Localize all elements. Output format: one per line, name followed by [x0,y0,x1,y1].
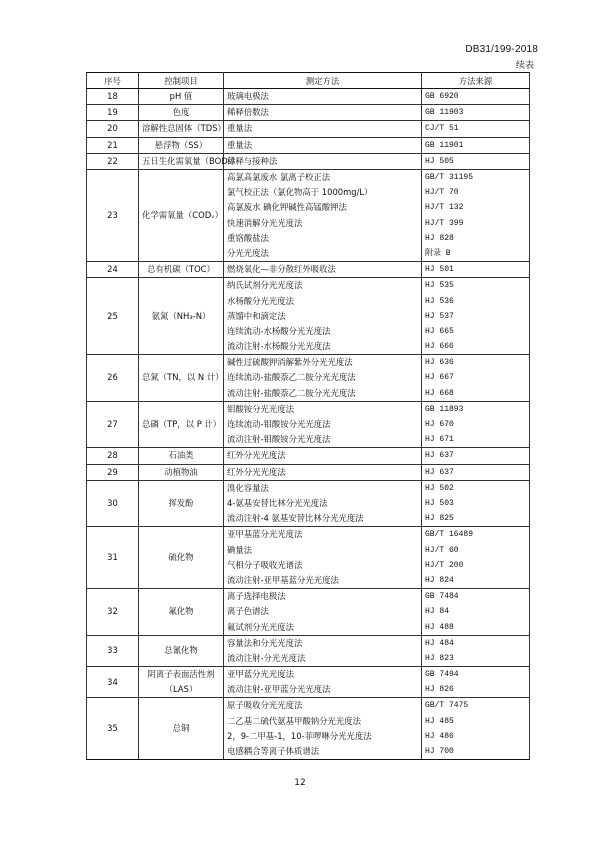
row-serial: 34 [87,667,139,698]
source-line: CJ/T 51 [425,124,459,134]
row-methods [224,153,422,169]
source-line: HJ 501 [425,265,454,275]
row-control-item: 五日生化需氧量（BOD₅） [139,153,224,169]
control-item-line: 阴离子表面活性剂 [147,669,215,680]
row-control-item: 挥发酚 [139,480,224,527]
method-line: 容量法和分光光度法 [227,637,303,648]
table-row [87,401,530,448]
source-line: HJ 670 [425,420,454,430]
method-line: 连续流动-水杨酸分光光度法 [227,325,331,336]
source-line: HJ 637 [425,451,454,461]
row-methods [224,89,422,105]
row-serial: 18 [87,89,139,105]
source-line: HJ 668 [425,388,454,398]
row-sources [422,355,530,402]
header-serial: 序号 [87,73,139,89]
row-serial: 33 [87,635,139,666]
source-line: HJ/T 132 [425,203,464,213]
row-methods [224,635,422,666]
source-line: GB 7484 [425,592,459,602]
row-methods [224,698,422,760]
table-row [87,153,530,169]
row-sources [422,170,530,262]
table-row [87,667,530,698]
row-serial: 32 [87,589,139,636]
method-line: 离子色谱法 [227,606,269,617]
method-line: 稀释与接种法 [227,155,278,166]
method-line: 纳氏试剂分光光度法 [227,280,303,291]
row-methods [224,480,422,527]
row-control-item: 色度 [139,105,224,121]
row-sources [422,401,530,448]
method-line: 流动注射-钼酸铵分光光度法 [227,434,331,445]
method-line: 流动注射-水杨酸分光光度法 [227,341,331,352]
source-line: HJ 536 [425,296,454,306]
row-serial: 22 [87,153,139,169]
row-sources [422,448,530,464]
source-line: HJ 825 [425,514,454,524]
table-row [87,464,530,480]
source-line: HJ 665 [425,326,454,336]
row-serial: 28 [87,448,139,464]
table-row [87,137,530,153]
source-line: HJ 671 [425,435,454,445]
row-sources [422,480,530,527]
row-sources [422,137,530,153]
source-line: HJ 667 [425,373,454,383]
row-serial: 21 [87,137,139,153]
method-line: 流动注射-盐酸萘乙二胺分光光度法 [227,387,356,398]
row-methods [224,667,422,698]
row-serial: 29 [87,464,139,480]
row-methods [224,121,422,137]
row-methods [224,262,422,278]
row-sources [422,589,530,636]
source-line: GB/T 16489 [425,530,474,540]
source-line: HJ/T 60 [425,545,459,555]
method-line: 流动注射-分光光度法 [227,652,306,663]
method-line: 红外分光光度法 [227,466,286,477]
table-header [87,73,530,89]
table-row [87,278,530,355]
source-line: GB/T 7475 [425,701,469,711]
table-body [87,89,530,760]
row-sources [422,89,530,105]
row-control-item: pH 值 [139,89,224,105]
source-line: HJ/T 70 [425,188,459,198]
method-line: 原子吸收分光光度法 [227,700,303,711]
row-sources [422,635,530,666]
method-line: 重量法 [227,139,253,150]
row-sources [422,121,530,137]
method-line: 稀释倍数法 [227,107,269,118]
source-line: HJ 486 [425,731,454,741]
row-control-item: 溶解性总固体（TDS） [139,121,224,137]
method-line: 红外分光光度法 [227,450,286,461]
method-line: 2，9-二甲基-1，10-菲啰啉分光光度法 [227,730,372,741]
source-line: HJ 824 [425,575,454,585]
source-line: HJ 826 [425,685,454,695]
method-line: 高氯高氯废水 氯离子校正法 [227,172,331,183]
source-line: HJ 636 [425,358,454,368]
document-number: DB31/199-2018 [465,44,538,55]
source-line: HJ 637 [425,467,454,477]
method-line: 玻璃电极法 [227,91,269,101]
row-control-item [139,667,224,698]
row-control-item: 石油类 [139,448,224,464]
row-serial: 26 [87,355,139,402]
row-sources [422,464,530,480]
table-row [87,527,530,589]
row-serial: 27 [87,401,139,448]
row-serial: 25 [87,278,139,355]
row-sources [422,278,530,355]
source-line: GB 6920 [425,92,459,101]
source-line: HJ 823 [425,653,454,663]
method-line: 高氯废水 碘化钾碱性高锰酸钾法 [227,202,347,213]
row-methods [224,589,422,636]
source-line: GB/T 31195 [425,173,474,183]
method-line: 连续流动-钼酸铵分光光度法 [227,419,331,430]
table-row [87,635,530,666]
source-line: HJ 84 [425,607,450,617]
source-line: HJ 537 [425,311,454,321]
source-line: GB 11903 [425,108,464,118]
method-line: 流动注射-亚甲基蓝分光光度法 [227,574,339,585]
row-control-item: 总铜 [139,698,224,760]
source-line: HJ/T 200 [425,560,464,570]
method-line: 重铬酸盐法 [227,232,269,243]
row-methods [224,355,422,402]
row-serial: 19 [87,105,139,121]
method-line: 水杨酸分光光度法 [227,295,294,306]
table-row [87,448,530,464]
table-row [87,170,530,262]
source-line: HJ 488 [425,622,454,632]
row-control-item: 硫化物 [139,527,224,589]
table-row [87,589,530,636]
source-line: HJ 485 [425,716,454,726]
header-method: 测定方法 [224,73,422,89]
method-line: 亚甲蓝分光光度法 [227,669,294,680]
row-control-item: 氨氮（NH₃-N） [139,278,224,355]
row-sources [422,105,530,121]
method-line: 碘量法 [227,544,253,555]
method-line: 4-氨基安替比林分光光度法 [227,498,328,508]
row-methods [224,137,422,153]
method-line: 氯气校正法（氯化物高于 1000mg/L） [227,187,373,198]
source-line: GB 11893 [425,404,464,414]
table-row [87,105,530,121]
source-line: HJ 828 [425,233,454,243]
row-sources [422,262,530,278]
method-line: 溴化容量法 [227,482,269,493]
table-row [87,698,530,760]
row-serial: 30 [87,480,139,527]
source-line: HJ 484 [425,638,454,648]
table-row [87,121,530,137]
row-control-item: 氟化物 [139,589,224,636]
row-serial: 20 [87,121,139,137]
method-line: 流动注射-亚甲蓝分光光度法 [227,684,331,695]
method-line: 钼酸铵分光光度法 [227,403,294,414]
source-line: 附录 B [425,248,451,258]
method-line: 分光光度法 [227,247,269,258]
table-row [87,355,530,402]
page-number: 12 [294,778,306,788]
row-control-item: 总氰化物 [139,635,224,666]
method-line: 离子选择电极法 [227,591,286,602]
continued-label: 续表 [515,61,534,71]
method-line: 二乙基二硫代氨基甲酸钠分光光度法 [227,715,361,726]
method-line: 氟试剂分光光度法 [227,621,294,632]
method-line: 电感耦合等离子体质谱法 [227,746,320,757]
row-serial: 31 [87,527,139,589]
method-table [86,72,530,760]
source-line: HJ 505 [425,156,454,166]
control-item-line: （LAS） [164,684,198,695]
header-source: 方法来源 [422,73,530,89]
method-line: 亚甲基蓝分光光度法 [227,529,303,540]
row-serial: 23 [87,170,139,262]
row-sources [422,698,530,760]
row-control-item: 总有机碳（TOC） [139,262,224,278]
source-line: GB 11901 [425,140,464,150]
method-line: 蒸馏中和滴定法 [227,310,286,321]
row-methods [224,105,422,121]
row-methods [224,464,422,480]
source-line: HJ 700 [425,747,454,757]
method-line: 碱性过硫酸钾消解紫外分光光度法 [227,357,353,368]
row-control-item: 总磷（TP，以 P 计） [139,401,224,448]
source-line: HJ 503 [425,499,454,508]
row-sources [422,153,530,169]
row-methods [224,278,422,355]
method-line: 重量法 [227,123,253,134]
table-row [87,89,530,105]
row-control-item: 悬浮物（SS） [139,137,224,153]
row-control-item: 化学需氧量（CODᵥ） [139,170,224,262]
row-methods [224,527,422,589]
row-methods [224,401,422,448]
source-line: HJ 535 [425,281,454,291]
row-serial: 35 [87,698,139,760]
table-row [87,262,530,278]
source-line: HJ 666 [425,342,454,352]
source-line: HJ 502 [425,483,454,493]
row-sources [422,527,530,589]
method-line: 连续流动-盐酸萘乙二胺分光光度法 [227,372,356,383]
method-line: 快速消解分光光度法 [227,217,303,228]
method-line: 燃烧氧化—非分散红外吸收法 [227,264,336,275]
header-control-item: 控制项目 [139,73,224,89]
row-methods [224,448,422,464]
row-control-item: 总氮（TN，以 N 计） [139,355,224,402]
source-line: GB 7494 [425,670,459,680]
row-serial: 24 [87,262,139,278]
method-line: 气相分子吸收光谱法 [227,559,303,570]
source-line: HJ/T 399 [425,218,464,228]
row-control-item: 动植物油 [139,464,224,480]
row-sources [422,667,530,698]
method-line: 流动注射-4 氨基安替比林分光光度法 [227,513,364,524]
table-row [87,480,530,527]
row-methods [224,170,422,262]
